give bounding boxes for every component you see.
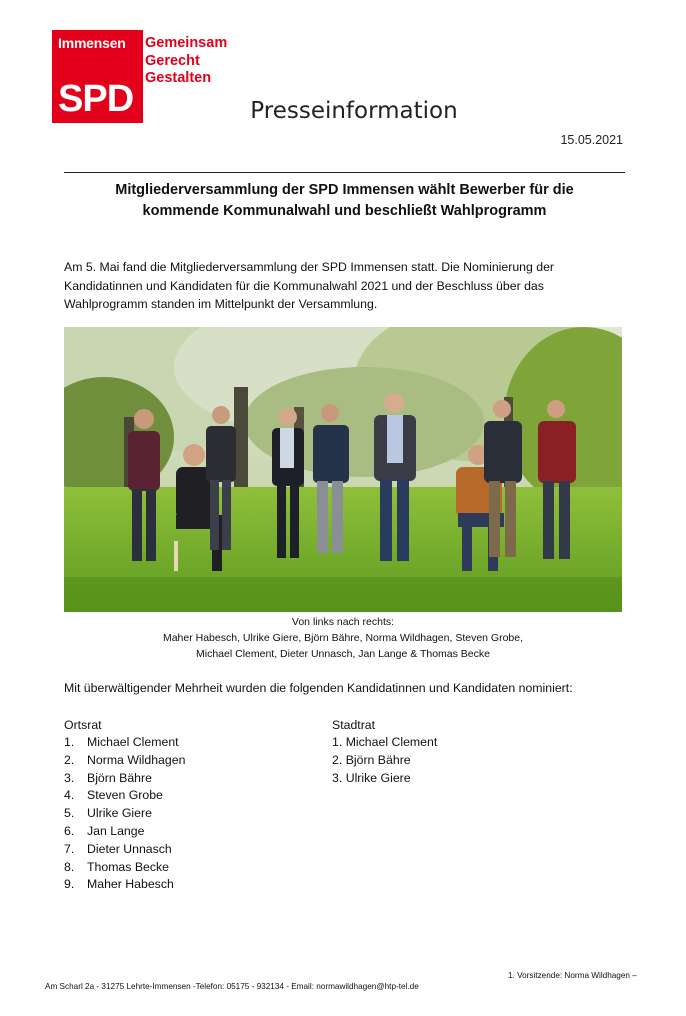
- stadtrat-heading: Stadtrat: [332, 718, 376, 732]
- candidate-item: [64, 876, 185, 894]
- candidate-number: 8.: [64, 859, 75, 874]
- candidate-number: 1.: [332, 735, 343, 749]
- divider: [64, 172, 625, 173]
- candidate-name: Michael Clement: [345, 735, 438, 749]
- candidate-number: 4.: [64, 788, 75, 803]
- candidate-number: 6.: [64, 823, 75, 838]
- logo-spd-text: SPD: [58, 78, 134, 120]
- candidate-number: 1.: [64, 735, 75, 749]
- headline: [64, 180, 625, 222]
- candidate-item: [64, 752, 185, 770]
- intro-line: Kandidatinnen und Kandidaten für die Kommunalwahl 2021 und der Beschluss über das: [64, 278, 544, 293]
- candidate-name: Michael Clement: [87, 735, 179, 749]
- intro-line: Am 5. Mai fand die Mitgliederversammlung der SPD Immensen statt. Die Nominierung der: [64, 260, 555, 274]
- candidate-item: [64, 805, 185, 823]
- candidate-name: Thomas Becke: [87, 859, 170, 874]
- candidate-number: 3.: [332, 770, 343, 785]
- stadtrat-list: [332, 716, 437, 787]
- candidate-number: 5.: [64, 806, 75, 821]
- slogan-line: Gemeinsam: [145, 35, 228, 51]
- candidate-name: Björn Bähre: [87, 770, 152, 785]
- intro-paragraph: [64, 258, 625, 314]
- ortsrat-list: [64, 716, 185, 894]
- ortsrat-heading: Ortsrat: [64, 718, 102, 732]
- candidate-number: 7.: [64, 841, 75, 856]
- candidate-item: [64, 770, 185, 788]
- candidate-name: Ulrike Giere: [345, 770, 411, 785]
- candidate-number: 3.: [64, 770, 75, 785]
- candidate-number: 2.: [332, 752, 343, 767]
- slogan-line: Gestalten: [145, 70, 212, 86]
- candidate-name: Dieter Unnasch: [87, 841, 172, 856]
- headline-line: kommende Kommunalwahl und beschließt Wahlprogramm: [142, 203, 547, 219]
- candidate-name: Maher Habesch: [87, 877, 174, 892]
- caption-line: Michael Clement, Dieter Unnasch, Jan Lange & Thomas Becke: [196, 648, 490, 660]
- candidate-item: [64, 859, 185, 877]
- intro-line: Wahlprogramm standen im Mittelpunkt der Versammlung.: [64, 297, 378, 311]
- candidate-item: [332, 734, 437, 752]
- candidate-name: Björn Bähre: [345, 752, 411, 767]
- footer-address: Am Scharl 2a - 31275 Lehrte-Immensen -Telefon: 05175 - 932134 - Email: normawildhagen@htp-tel.de: [45, 982, 419, 991]
- document-date: 15.05.2021: [560, 133, 623, 147]
- candidate-name: Jan Lange: [87, 823, 145, 838]
- photo-caption: [64, 614, 622, 662]
- caption-line: Von links nach rechts:: [291, 616, 395, 628]
- headline-line: Mitgliederversammlung der SPD Immensen wählt Bewerber für die: [115, 182, 574, 198]
- candidate-item: [64, 787, 185, 805]
- slogan-line: Gerecht: [145, 52, 200, 69]
- footer-chair: 1. Vorsitzende: Norma Wildhagen –: [508, 971, 637, 980]
- candidate-item: [332, 752, 437, 770]
- candidate-item: [332, 770, 437, 788]
- group-photo: [64, 327, 622, 612]
- candidate-number: 2.: [64, 752, 75, 767]
- candidate-item: [64, 823, 185, 841]
- candidate-number: 9.: [64, 877, 75, 892]
- candidate-name: Ulrike Giere: [87, 806, 152, 821]
- document-title: Presseinformation: [250, 98, 458, 124]
- logo-town-name: Immensen: [58, 35, 126, 51]
- caption-line: Maher Habesch, Ulrike Giere, Björn Bähre, Norma Wildhagen, Steven Grobe,: [162, 632, 524, 644]
- candidate-name: Norma Wildhagen: [87, 752, 186, 767]
- candidate-item: [64, 841, 185, 859]
- nominated-text: Mit überwältigender Mehrheit wurden die folgenden Kandidatinnen und Kandidaten nominiert:: [64, 681, 573, 695]
- logo-slogan: [145, 35, 227, 88]
- candidate-item: [64, 734, 185, 752]
- candidate-name: Steven Grobe: [87, 788, 163, 803]
